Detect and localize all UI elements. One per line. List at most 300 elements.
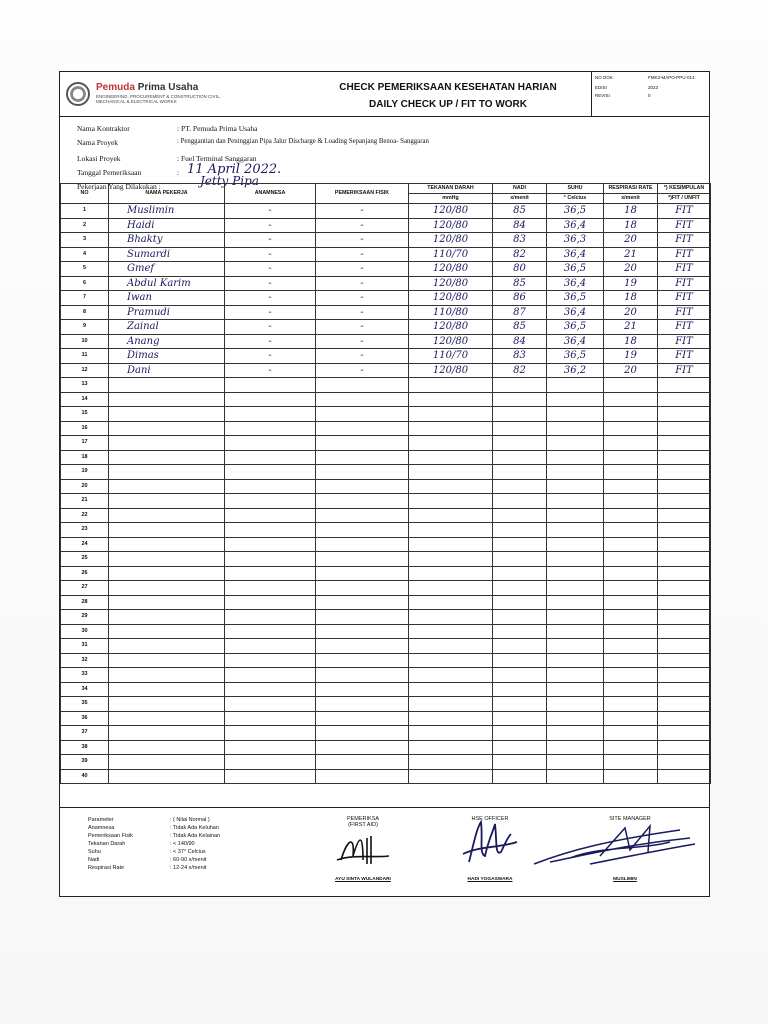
handwritten-work: Jetty Pipa: [200, 174, 259, 188]
document-meta: [591, 72, 710, 116]
form-subtitle: DAILY CHECK UP / FIT TO WORK: [369, 99, 527, 110]
cell-respiration: [604, 450, 658, 465]
cell-blood-pressure: [409, 392, 493, 407]
cell-conclusion: FIT: [658, 334, 711, 349]
cell-temperature: [547, 378, 604, 393]
cell-no: 2: [61, 218, 109, 233]
cell-no: 30: [61, 624, 109, 639]
cell-respiration: [604, 508, 658, 523]
cell-no: 16: [61, 421, 109, 436]
param-key: Anamnesa: [88, 825, 115, 831]
table-row: [61, 233, 711, 248]
table-row: [61, 595, 711, 610]
cell-pulse: [493, 378, 547, 393]
cell-physical: -: [316, 320, 409, 335]
cell-anamnesa: [225, 595, 316, 610]
cell-name: [109, 407, 225, 422]
table-row: [61, 566, 711, 581]
cell-no: 40: [61, 769, 109, 784]
cell-conclusion: [658, 407, 711, 422]
cell-pulse: 85: [493, 320, 547, 335]
cell-no: 5: [61, 262, 109, 277]
cell-blood-pressure: [409, 726, 493, 741]
cell-name: Muslimin: [109, 204, 225, 219]
cell-pulse: 82: [493, 247, 547, 262]
cell-anamnesa: [225, 450, 316, 465]
cell-pulse: 85: [493, 276, 547, 291]
cell-conclusion: [658, 392, 711, 407]
cell-name: [109, 610, 225, 625]
cell-physical: [316, 581, 409, 596]
cell-physical: -: [316, 247, 409, 262]
info-value: : Fuel Terminal Sanggaran: [177, 154, 257, 163]
cell-blood-pressure: [409, 421, 493, 436]
table-row: [61, 378, 711, 393]
cell-blood-pressure: 120/80: [409, 262, 493, 277]
cell-anamnesa: [225, 682, 316, 697]
col-subheader-mmhg: mmHg: [409, 194, 493, 204]
cell-name: [109, 537, 225, 552]
cell-pulse: [493, 624, 547, 639]
cell-blood-pressure: [409, 624, 493, 639]
cell-conclusion: [658, 740, 711, 755]
cell-respiration: 18: [604, 204, 658, 219]
cell-temperature: [547, 755, 604, 770]
cell-temperature: [547, 769, 604, 784]
cell-anamnesa: [225, 523, 316, 538]
cell-pulse: [493, 537, 547, 552]
cell-respiration: 21: [604, 320, 658, 335]
cell-conclusion: [658, 697, 711, 712]
sig-name: HADI YOGASWARA: [467, 877, 513, 882]
table-row: [61, 755, 711, 770]
cell-blood-pressure: 120/80: [409, 276, 493, 291]
cell-conclusion: [658, 479, 711, 494]
cell-respiration: 18: [604, 334, 658, 349]
cell-physical: [316, 450, 409, 465]
cell-name: [109, 711, 225, 726]
cell-respiration: [604, 378, 658, 393]
cell-temperature: [547, 726, 604, 741]
cell-respiration: [604, 726, 658, 741]
table-row: [61, 610, 711, 625]
cell-respiration: [604, 581, 658, 596]
cell-temperature: [547, 552, 604, 567]
cell-no: 23: [61, 523, 109, 538]
cell-conclusion: [658, 523, 711, 538]
cell-blood-pressure: [409, 769, 493, 784]
cell-conclusion: [658, 508, 711, 523]
cell-no: 24: [61, 537, 109, 552]
table-row: [61, 218, 711, 233]
cell-blood-pressure: 110/70: [409, 247, 493, 262]
cell-temperature: 36,4: [547, 305, 604, 320]
cell-anamnesa: [225, 479, 316, 494]
cell-no: 31: [61, 639, 109, 654]
cell-pulse: 82: [493, 363, 547, 378]
cell-pulse: [493, 595, 547, 610]
cell-name: [109, 465, 225, 480]
col-header-temperature: SUHU: [547, 184, 604, 194]
cell-blood-pressure: [409, 508, 493, 523]
cell-pulse: [493, 668, 547, 683]
table-row: [61, 349, 711, 364]
cell-name: Haidi: [109, 218, 225, 233]
cell-blood-pressure: 110/70: [409, 349, 493, 364]
col-header-pulse: NADI: [493, 184, 547, 194]
cell-pulse: [493, 407, 547, 422]
cell-name: [109, 726, 225, 741]
cell-respiration: 18: [604, 218, 658, 233]
cell-blood-pressure: [409, 697, 493, 712]
cell-temperature: [547, 610, 604, 625]
cell-anamnesa: -: [225, 305, 316, 320]
cell-respiration: [604, 740, 658, 755]
cell-conclusion: FIT: [658, 262, 711, 277]
cell-respiration: [604, 639, 658, 654]
col-header-physical: PEMERIKSAAN FISIK: [316, 184, 409, 204]
cell-anamnesa: [225, 378, 316, 393]
cell-anamnesa: [225, 421, 316, 436]
cell-no: 29: [61, 610, 109, 625]
form-title: CHECK PEMERIKSAAN KESEHATAN HARIAN: [339, 82, 557, 93]
col-header-respiration: RESPIRASI RATE: [604, 184, 658, 194]
col-header-anamnesa: ANAMNESA: [225, 184, 316, 204]
cell-no: 11: [61, 349, 109, 364]
cell-conclusion: FIT: [658, 349, 711, 364]
cell-name: [109, 450, 225, 465]
cell-blood-pressure: [409, 436, 493, 451]
cell-anamnesa: [225, 392, 316, 407]
info-label: Tanggal Pemeriksaan: [77, 168, 142, 177]
cell-physical: -: [316, 363, 409, 378]
cell-temperature: 36,2: [547, 363, 604, 378]
cell-physical: [316, 552, 409, 567]
table-row: [61, 624, 711, 639]
cell-conclusion: FIT: [658, 363, 711, 378]
cell-respiration: [604, 711, 658, 726]
table-row: [61, 465, 711, 480]
cell-respiration: [604, 755, 658, 770]
cell-temperature: [547, 595, 604, 610]
cell-anamnesa: [225, 624, 316, 639]
cell-physical: [316, 682, 409, 697]
cell-anamnesa: [225, 407, 316, 422]
cell-conclusion: [658, 711, 711, 726]
cell-blood-pressure: 120/80: [409, 218, 493, 233]
cell-blood-pressure: [409, 755, 493, 770]
cell-anamnesa: [225, 755, 316, 770]
cell-respiration: 19: [604, 349, 658, 364]
cell-physical: [316, 537, 409, 552]
cell-name: [109, 653, 225, 668]
cell-temperature: [547, 392, 604, 407]
cell-blood-pressure: [409, 639, 493, 654]
table-row: [61, 291, 711, 306]
cell-physical: -: [316, 291, 409, 306]
cell-blood-pressure: [409, 610, 493, 625]
cell-pulse: [493, 566, 547, 581]
table-row: [61, 769, 711, 784]
cell-no: 19: [61, 465, 109, 480]
edition-value: 2023: [648, 85, 659, 90]
param-key: Pemeriksaan Fisik: [88, 833, 133, 839]
cell-conclusion: [658, 769, 711, 784]
cell-anamnesa: [225, 769, 316, 784]
cell-temperature: [547, 421, 604, 436]
cell-blood-pressure: [409, 479, 493, 494]
cell-anamnesa: [225, 552, 316, 567]
cell-anamnesa: [225, 668, 316, 683]
cell-no: 36: [61, 711, 109, 726]
cell-physical: [316, 465, 409, 480]
doc-no-label: NO DOK: [595, 75, 613, 80]
table-row: [61, 421, 711, 436]
cell-no: 13: [61, 378, 109, 393]
cell-temperature: 36,5: [547, 320, 604, 335]
cell-no: 35: [61, 697, 109, 712]
cell-physical: [316, 421, 409, 436]
cell-blood-pressure: [409, 653, 493, 668]
edition-label: EDISI: [595, 85, 607, 90]
cell-pulse: 83: [493, 349, 547, 364]
cell-blood-pressure: [409, 668, 493, 683]
cell-blood-pressure: 120/80: [409, 320, 493, 335]
cell-physical: [316, 653, 409, 668]
table-row: [61, 276, 711, 291]
params-title: Parameter: [88, 817, 114, 823]
cell-pulse: [493, 436, 547, 451]
cell-blood-pressure: [409, 740, 493, 755]
cell-physical: [316, 479, 409, 494]
cell-temperature: [547, 465, 604, 480]
cell-pulse: 84: [493, 218, 547, 233]
cell-temperature: [547, 407, 604, 422]
cell-temperature: [547, 639, 604, 654]
cell-pulse: 85: [493, 204, 547, 219]
cell-physical: [316, 378, 409, 393]
cell-no: 38: [61, 740, 109, 755]
cell-temperature: [547, 697, 604, 712]
col-header-conclusion: *) KESIMPULAN: [658, 184, 711, 194]
cell-physical: [316, 740, 409, 755]
cell-physical: -: [316, 233, 409, 248]
cell-anamnesa: [225, 537, 316, 552]
cell-anamnesa: -: [225, 334, 316, 349]
cell-anamnesa: [225, 711, 316, 726]
cell-pulse: 86: [493, 291, 547, 306]
params-title-value: : ( Nilai Normal ): [170, 817, 210, 823]
cell-temperature: 36,4: [547, 276, 604, 291]
cell-conclusion: [658, 421, 711, 436]
cell-no: 17: [61, 436, 109, 451]
cell-conclusion: [658, 639, 711, 654]
table-row: [61, 581, 711, 596]
cell-name: Dani: [109, 363, 225, 378]
cell-physical: [316, 697, 409, 712]
cell-name: [109, 479, 225, 494]
cell-anamnesa: -: [225, 349, 316, 364]
cell-temperature: [547, 711, 604, 726]
doc-no-value: FMK3-MAPO-PPU-013: [648, 75, 695, 80]
cell-temperature: 36,5: [547, 204, 604, 219]
info-label: Pekerjaan Yang Dilakukan :: [77, 182, 161, 191]
cell-anamnesa: -: [225, 218, 316, 233]
signature-site-manager: [530, 816, 700, 882]
cell-respiration: [604, 595, 658, 610]
normal-parameters: [88, 816, 220, 872]
cell-respiration: [604, 566, 658, 581]
cell-no: 39: [61, 755, 109, 770]
table-row: [61, 363, 711, 378]
cell-physical: [316, 711, 409, 726]
cell-conclusion: FIT: [658, 320, 711, 335]
info-value: : PT. Pemuda Prima Usaha: [177, 124, 258, 133]
cell-physical: [316, 624, 409, 639]
cell-temperature: 36,5: [547, 291, 604, 306]
sig-name: AYU SINTA WULANDARI: [335, 877, 391, 882]
cell-name: Anang: [109, 334, 225, 349]
cell-name: [109, 566, 225, 581]
cell-anamnesa: [225, 494, 316, 509]
cell-pulse: [493, 755, 547, 770]
cell-conclusion: [658, 566, 711, 581]
cell-physical: -: [316, 276, 409, 291]
col-header-blood-pressure: TEKANAN DARAH: [409, 184, 493, 194]
cell-anamnesa: [225, 508, 316, 523]
cell-temperature: [547, 581, 604, 596]
cell-temperature: [547, 450, 604, 465]
cell-physical: [316, 494, 409, 509]
cell-temperature: 36,4: [547, 334, 604, 349]
cell-respiration: [604, 624, 658, 639]
form-header: [60, 72, 709, 117]
cell-no: 1: [61, 204, 109, 219]
info-value: :: [177, 168, 180, 177]
table-row: [61, 508, 711, 523]
cell-pulse: 87: [493, 305, 547, 320]
cell-anamnesa: -: [225, 204, 316, 219]
param-value: : 60-90 x/menit: [170, 857, 207, 863]
cell-pulse: [493, 711, 547, 726]
cell-blood-pressure: [409, 465, 493, 480]
cell-respiration: [604, 392, 658, 407]
cell-blood-pressure: [409, 552, 493, 567]
cell-blood-pressure: 120/80: [409, 363, 493, 378]
table-row: [61, 436, 711, 451]
cell-name: [109, 421, 225, 436]
cell-temperature: 36,5: [547, 349, 604, 364]
cell-temperature: [547, 682, 604, 697]
cell-pulse: [493, 726, 547, 741]
cell-conclusion: [658, 494, 711, 509]
cell-name: [109, 552, 225, 567]
cell-anamnesa: [225, 465, 316, 480]
company-emblem-icon: [66, 82, 90, 106]
cell-respiration: 19: [604, 276, 658, 291]
cell-pulse: [493, 479, 547, 494]
company-name-part1: Pemuda: [96, 82, 135, 93]
company-tagline: ENGINEERING, PROCUREMENT & CONSTRUCTION CIVIL, MECHANICAL & ELECTRICAL WORKS: [96, 94, 221, 104]
cell-name: [109, 740, 225, 755]
cell-conclusion: [658, 378, 711, 393]
cell-blood-pressure: [409, 450, 493, 465]
cell-name: Gmef: [109, 262, 225, 277]
cell-name: [109, 494, 225, 509]
cell-conclusion: [658, 450, 711, 465]
param-key: Tekanan Darah: [88, 841, 126, 847]
company-logo: [66, 82, 244, 108]
cell-anamnesa: [225, 566, 316, 581]
cell-physical: [316, 755, 409, 770]
cell-respiration: [604, 610, 658, 625]
cell-temperature: 36,3: [547, 233, 604, 248]
table-row: [61, 523, 711, 538]
cell-physical: -: [316, 334, 409, 349]
cell-pulse: [493, 465, 547, 480]
cell-physical: -: [316, 262, 409, 277]
cell-conclusion: FIT: [658, 291, 711, 306]
cell-no: 22: [61, 508, 109, 523]
cell-name: Zainal: [109, 320, 225, 335]
cell-name: [109, 378, 225, 393]
cell-conclusion: [658, 465, 711, 480]
cell-no: 10: [61, 334, 109, 349]
cell-no: 27: [61, 581, 109, 596]
cell-anamnesa: -: [225, 363, 316, 378]
cell-respiration: 20: [604, 305, 658, 320]
col-subheader-pulse-unit: x/menit: [493, 194, 547, 204]
cell-name: [109, 755, 225, 770]
cell-conclusion: [658, 653, 711, 668]
cell-pulse: [493, 392, 547, 407]
col-subheader-resp-unit: x/menit: [604, 194, 658, 204]
cell-anamnesa: [225, 610, 316, 625]
cell-respiration: 20: [604, 233, 658, 248]
cell-temperature: [547, 508, 604, 523]
cell-respiration: [604, 769, 658, 784]
revision-label: REVISI: [595, 93, 610, 98]
sig-name: MUSLIMIN: [613, 877, 637, 882]
cell-blood-pressure: [409, 407, 493, 422]
cell-blood-pressure: [409, 566, 493, 581]
cell-no: 14: [61, 392, 109, 407]
info-value: : Penggantian dan Peninggian Pipa Jalur Discharge & Loading Sepanjang Benoa- Sanggaran: [177, 138, 429, 145]
cell-conclusion: [658, 581, 711, 596]
cell-no: 34: [61, 682, 109, 697]
cell-temperature: [547, 479, 604, 494]
cell-name: Abdul Karim: [109, 276, 225, 291]
cell-no: 4: [61, 247, 109, 262]
signature-examiner: [318, 816, 408, 882]
param-value: : Tidak Ada Kelainan: [170, 833, 221, 839]
col-subheader-fit-unfit: *)FIT / UNFIT: [658, 194, 711, 204]
cell-pulse: [493, 769, 547, 784]
cell-physical: [316, 523, 409, 538]
cell-no: 3: [61, 233, 109, 248]
cell-respiration: [604, 682, 658, 697]
cell-blood-pressure: [409, 494, 493, 509]
cell-respiration: [604, 421, 658, 436]
cell-name: [109, 436, 225, 451]
cell-no: 15: [61, 407, 109, 422]
cell-name: Pramudi: [109, 305, 225, 320]
checkup-form: [59, 71, 710, 897]
cell-temperature: [547, 668, 604, 683]
cell-no: 20: [61, 479, 109, 494]
cell-pulse: [493, 697, 547, 712]
cell-conclusion: FIT: [658, 218, 711, 233]
